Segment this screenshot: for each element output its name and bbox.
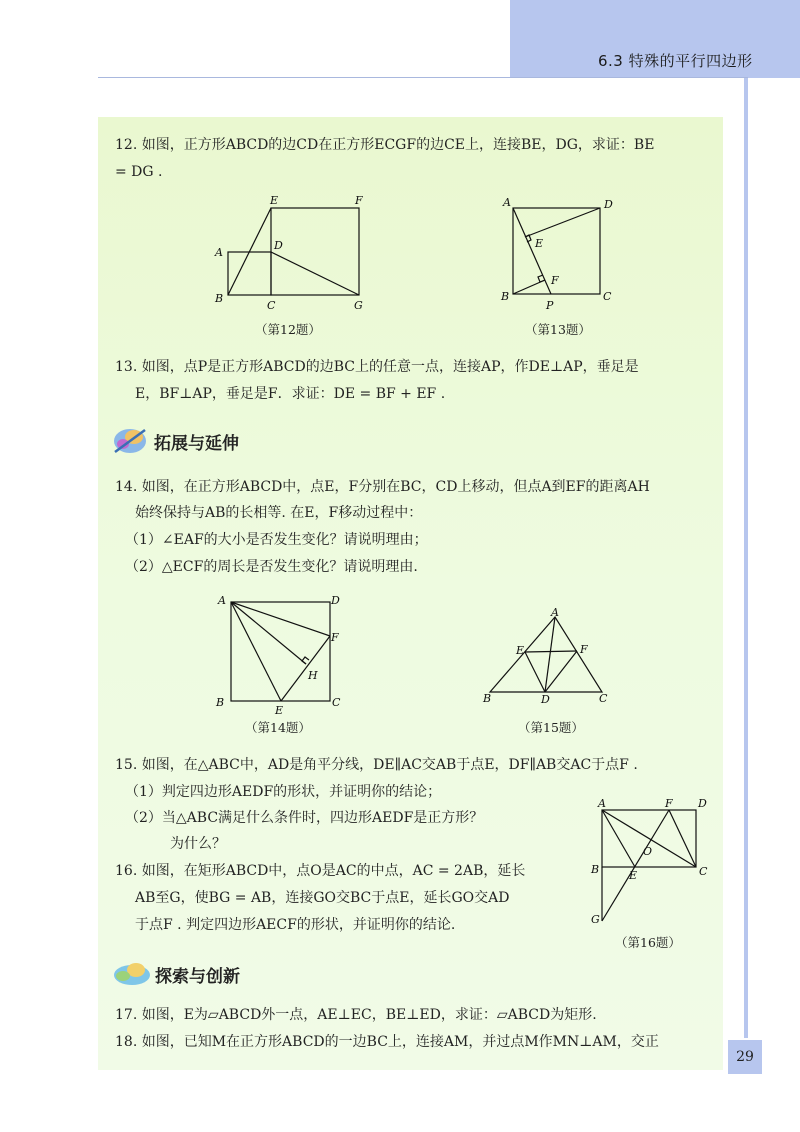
problem-14-line1: 14. 如图，在正方形ABCD中，点E，F分别在BC，CD上移动，但点A到EF的距离AH (115, 479, 650, 495)
fig14-label-d: D (331, 594, 340, 607)
fig12-label-a: A (215, 246, 223, 259)
fig15-label-f: F (580, 643, 588, 656)
problem-15-part1: （1）判定四边形AEDF的形状，并证明你的结论； (125, 784, 442, 800)
fig14-right-angle-h (302, 657, 309, 664)
problem-16-line2: AB至G，使BG = AB，连接GO交BC于点E，延长GO交AD (135, 890, 510, 906)
caption-fig13: （第13题） (525, 322, 591, 337)
problem-15-part2: （2）当△ABC满足什么条件时，四边形AEDF是正方形？ (125, 810, 484, 826)
fig14-label-c: C (332, 696, 341, 709)
problem-15-part2-cont: 为什么？ (170, 836, 226, 852)
fig12-square-abcd (228, 252, 271, 295)
fig14-line-ef (281, 636, 330, 701)
problem-12-line2: = DG . (115, 164, 163, 180)
page-number: 29 (728, 1040, 762, 1074)
caption-fig12: （第12题） (255, 322, 321, 337)
problem-14-part2: （2）△ECF的周长是否发生变化？请说明理由. (125, 559, 418, 575)
fig14-line-ah (231, 602, 306, 664)
fig16-label-g: G (591, 913, 600, 926)
fig12-label-b: B (215, 292, 224, 305)
explore-section-icon (112, 958, 152, 988)
section-title: 6.3 特殊的平行四边形 (598, 52, 753, 70)
figure-15 (480, 605, 615, 705)
fig12-label-c: C (267, 299, 276, 312)
fig16-label-d: D (698, 797, 707, 810)
fig14-square-abcd (231, 602, 330, 701)
fig16-line-ae (602, 810, 635, 867)
header-rule (98, 77, 748, 78)
side-bar (744, 78, 748, 1038)
problem-12-line1: 12. 如图，正方形ABCD的边CD在正方形ECGF的边CE上，连接BE，DG，求证：BE (115, 137, 655, 153)
fig15-label-a: A (551, 606, 559, 619)
fig15-line-ef (525, 651, 577, 652)
fig13-label-f: F (551, 274, 559, 287)
fig15-label-b: B (483, 692, 492, 705)
fig16-label-o: O (643, 845, 653, 858)
problem-16-line1: 16. 如图，在矩形ABCD中，点O是AC的中点，AC = 2AB，延长 (115, 863, 526, 879)
problem-17-line1: 17. 如图，E为▱ABCD外一点，AE⊥EC，BE⊥ED，求证：▱ABCD为矩形. (115, 1007, 597, 1023)
problem-14-line2: 始终保持与AB的长相等. 在E，F移动过程中： (135, 505, 423, 521)
problem-16-line3: 于点F . 判定四边形AECF的形状，并证明你的结论. (135, 917, 456, 933)
fig16-label-e: E (629, 869, 638, 882)
fig15-label-c: C (599, 692, 608, 705)
fig14-label-b: B (216, 696, 225, 709)
problem-18-line1: 18. 如图，已知M在正方形ABCD的一边BC上，连接AM，并过点M作MN⊥AM，交正 (115, 1034, 659, 1050)
problem-15-line1: 15. 如图，在△ABC中，AD是角平分线，DE∥AC交AB于点E，DF∥AB交AC于点F . (115, 757, 638, 773)
figure-13 (495, 192, 625, 317)
fig15-label-d: D (541, 693, 550, 705)
fig16-label-c: C (699, 865, 708, 878)
fig13-label-c: C (603, 290, 612, 303)
explore-section-heading: 探索与创新 (155, 967, 240, 987)
fig13-label-a: A (503, 196, 511, 209)
figure-16 (585, 795, 715, 930)
fig13-label-b: B (501, 290, 510, 303)
fig13-line-de (525, 208, 600, 237)
fig16-label-f: F (665, 797, 673, 810)
fig14-label-h: H (308, 669, 318, 682)
fig12-square-ecgf (271, 208, 359, 295)
caption-fig16: （第16题） (615, 935, 681, 950)
figure-14 (210, 590, 350, 715)
fig14-label-a: A (218, 594, 226, 607)
problem-13-line1: 13. 如图，点P是正方形ABCD的边BC上的任意一点，连接AP，作DE⊥AP，垂足是 (115, 359, 639, 375)
extend-section-heading: 拓展与延伸 (154, 434, 239, 454)
fig15-line-ed (525, 652, 545, 692)
fig12-label-e: E (270, 194, 279, 207)
fig13-label-e: E (535, 237, 544, 250)
caption-fig15: （第15题） (518, 720, 584, 735)
problem-14-part1: （1）∠EAF的大小是否发生变化？请说明理由； (125, 532, 428, 548)
fig14-label-e: E (275, 704, 284, 715)
fig12-line-dg (271, 252, 359, 295)
figure-12 (210, 192, 380, 317)
extend-section-icon (112, 424, 150, 456)
problem-13-line2: E，BF⊥AP，垂足是F．求证：DE = BF + EF . (135, 386, 446, 402)
fig12-label-d: D (274, 239, 283, 252)
fig16-label-a: A (598, 797, 606, 810)
fig14-label-f: F (331, 631, 339, 644)
fig13-line-ap (513, 208, 551, 294)
caption-fig14: （第14题） (245, 720, 311, 735)
fig13-label-p: P (546, 299, 554, 312)
fig15-label-e: E (516, 644, 525, 657)
fig13-label-d: D (604, 198, 613, 211)
fig12-label-g: G (354, 299, 363, 312)
fig12-label-f: F (355, 194, 363, 207)
fig16-label-b: B (591, 863, 600, 876)
